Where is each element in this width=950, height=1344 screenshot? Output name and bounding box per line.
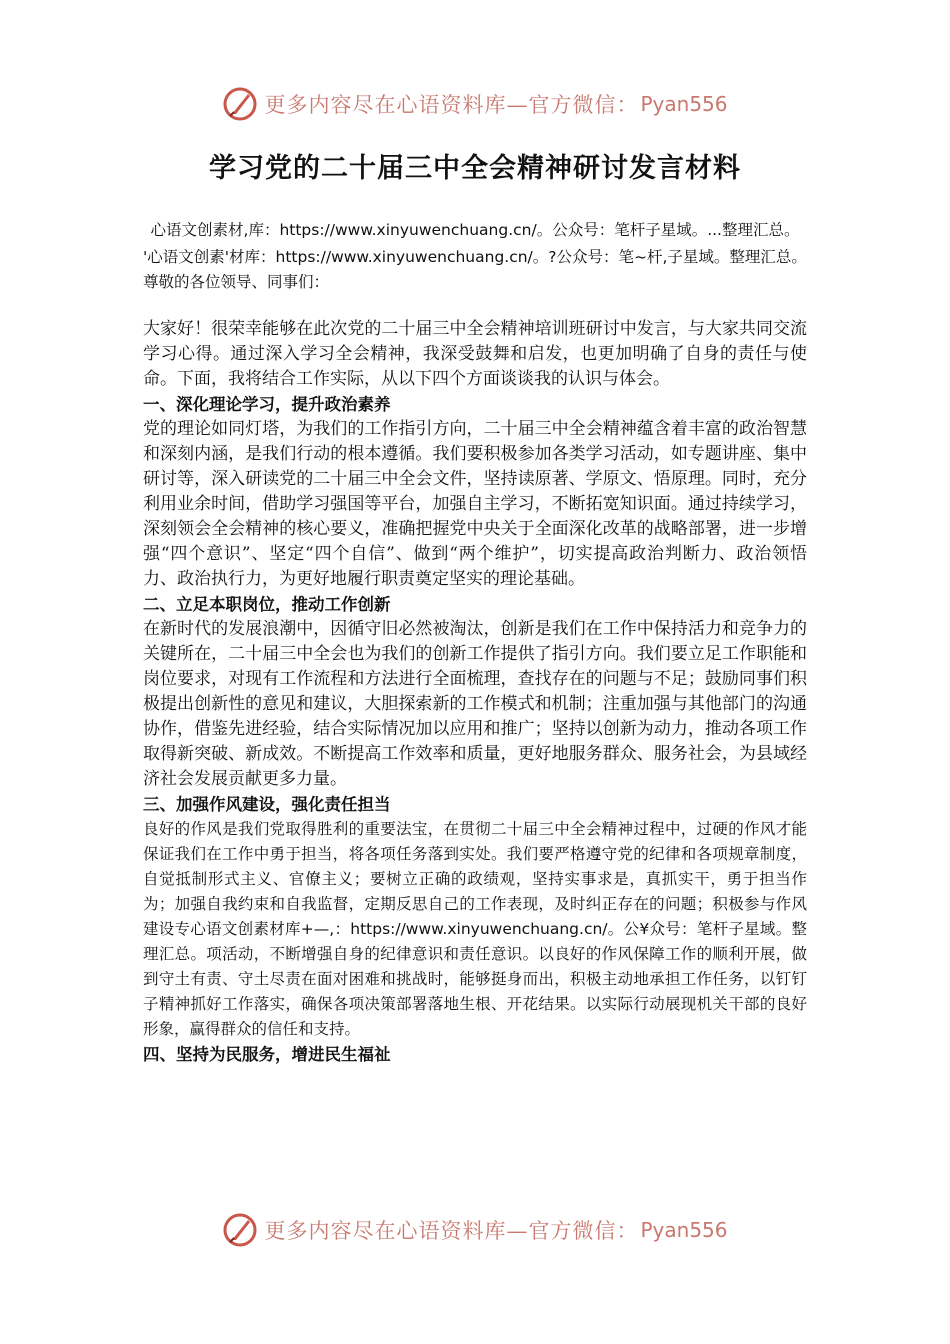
header-wechat-id: Pyan556 [640, 92, 728, 116]
footer-wechat-id: Pyan556 [640, 1218, 728, 1242]
header-banner-text: 更多内容尽在心语资料库—官方微信： [264, 93, 639, 117]
source-note-1: 心语文创素材,库：https://www.xinyuwenchuang.cn/。公众号：笔杆子星域。...整理汇总。 [150, 221, 800, 239]
footer-banner-text: 更多内容尽在心语资料库—官方微信： [264, 1219, 639, 1243]
section-body-1: 党的理论如同灯塔，为我们的工作指引方向，二十届三中全会精神蕴含着丰富的政治智慧和深刻内涵，是我们行动的根本遵循。我们要积极参加各类学习活动，如专题讲座、集中研讨等，深入研读党的二十届三中全会文件，坚持读原著、学原文、悟原理。同时，充分利用业余时间，借助学习强国等平台，加强自主学习，不断拓宽知识面。通过持续学习，深刻领会全会精神的核心要义，准确把握党中央关于全面深化改革的战略部署，进一步增强“四个意识”、坚定“四个自信”、做到“两个维护”，切实提高政治判断力、政治领悟力、政治执行力，为更好地履行职责奠定坚实的理论基础。 [143, 419, 807, 589]
source-note-2: '心语文创素'材库：https://www.xinyuwenchuang.cn/。?公众号：笔~杆,子星域。整理汇总。尊敬的各位领导、同事们： [143, 248, 807, 291]
document-body [143, 218, 807, 1067]
quill-logo-icon [222, 86, 258, 122]
section-heading-1: 一、深化理论学习，提升政治素养 [143, 395, 391, 414]
section-heading-4: 四、坚持为民服务，增进民生福祉 [143, 1045, 391, 1064]
section-heading-2: 二、立足本职岗位，推动工作创新 [143, 595, 391, 614]
quill-logo-icon [222, 1212, 258, 1248]
section-body-3: 良好的作风是我们党取得胜利的重要法宝，在贯彻二十届三中全会精神过程中，过硬的作风才能保证我们在工作中勇于担当，将各项任务落到实处。我们要严格遵守党的纪律和各项规章制度，自觉抵制形式主义、官僚主义；要树立正确的政绩观，坚持实事求是，真抓实干，勇于担当作为；加强自我约束和自我监督，定期反思自己的工作表现，及时纠正存在的问题；积极参与作风建设专心语文创素材库+—,：https://www.xinyuwenchuang.cn/。公¥众号：笔杆子星域。整理汇总。项活动，不断增强自身的纪律意识和责任意识。以良好的作风保障工作的顺利开展，做到守土有责、守土尽责在面对困难和挑战时，能够挺身而出，积极主动地承担工作任务，以钉钉子精神抓好工作落实，确保各项决策部署落地生根、开花结果。以实际行动展现机关干部的良好形象，赢得群众的信任和支持。 [143, 820, 807, 1038]
intro-paragraph: 大家好！很荣幸能够在此次党的二十届三中全会精神培训班研讨中发言，与大家共同交流学习心得。通过深入学习全会精神，我深受鼓舞和启发，也更加明确了自身的责任与使命。下面，我将结合工作实际，从以下四个方面谈谈我的认识与体会。 [143, 319, 807, 389]
document-title: 学习党的二十届三中全会精神研讨发言材料 [209, 153, 741, 184]
spacer [143, 295, 807, 317]
section-body-2: 在新时代的发展浪潮中，因循守旧必然被淘汰，创新是我们在工作中保持活力和竞争力的关键所在，二十届三中全会也为我们的创新工作提供了指引方向。我们要立足工作职能和岗位要求，对现有工作流程和方法进行全面梳理，查找存在的问题与不足；鼓励同事们积极提出创新性的意见和建议，大胆探索新的工作模式和机制；注重加强与其他部门的沟通协作，借鉴先进经验，结合实际情况加以应用和推广；坚持以创新为动力，推动各项工作取得新突破、新成效。不断提高工作效率和质量，更好地服务群众、服务社会，为县域经济社会发展贡献更多力量。 [143, 619, 807, 789]
footer-watermark-banner [0, 1206, 950, 1254]
header-watermark-banner [0, 80, 950, 128]
section-heading-3: 三、加强作风建设，强化责任担当 [143, 795, 391, 814]
